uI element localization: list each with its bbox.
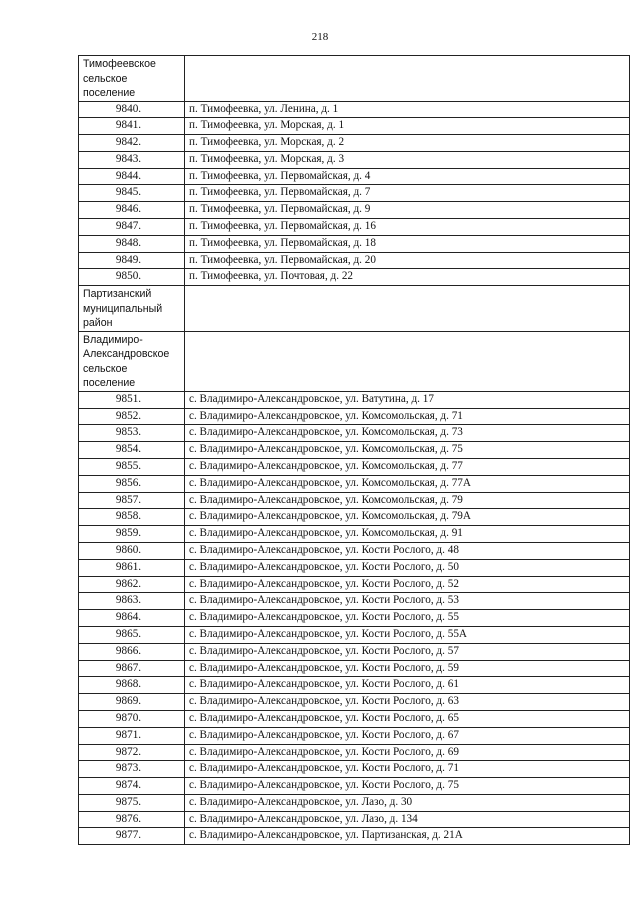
row-number: 9850. <box>79 269 185 286</box>
section-label-line: сельское <box>83 72 128 85</box>
row-number: 9868. <box>79 677 185 694</box>
table-row <box>79 391 630 408</box>
table-row <box>79 235 630 252</box>
row-number: 9848. <box>79 235 185 252</box>
table-row <box>79 593 630 610</box>
row-address: с. Владимиро-Александровское, ул. Кости Рослого, д. 75 <box>185 778 630 795</box>
row-address: с. Владимиро-Александровское, ул. Кости Рослого, д. 69 <box>185 744 630 761</box>
row-number: 9856. <box>79 475 185 492</box>
row-number: 9845. <box>79 185 185 202</box>
table-row <box>79 151 630 168</box>
row-number: 9851. <box>79 391 185 408</box>
row-address: с. Владимиро-Александровское, ул. Комсомольская, д. 77 <box>185 458 630 475</box>
table-row <box>79 509 630 526</box>
row-address: с. Владимиро-Александровское, ул. Кости Рослого, д. 55А <box>185 626 630 643</box>
table-row <box>79 269 630 286</box>
row-number: 9872. <box>79 744 185 761</box>
table-row <box>79 219 630 236</box>
row-address: с. Владимиро-Александровское, ул. Лазо, д. 30 <box>185 794 630 811</box>
row-address: п. Тимофеевка, ул. Морская, д. 1 <box>185 118 630 135</box>
row-address: п. Тимофеевка, ул. Морская, д. 3 <box>185 151 630 168</box>
section-label <box>79 331 185 391</box>
row-address: с. Владимиро-Александровское, ул. Партизанская, д. 21А <box>185 828 630 845</box>
row-number: 9841. <box>79 118 185 135</box>
row-number: 9863. <box>79 593 185 610</box>
row-address: с. Владимиро-Александровское, ул. Комсомольская, д. 77А <box>185 475 630 492</box>
row-address: с. Владимиро-Александровское, ул. Кости Рослого, д. 71 <box>185 761 630 778</box>
row-number: 9842. <box>79 135 185 152</box>
row-number: 9847. <box>79 219 185 236</box>
section-label <box>79 56 185 102</box>
section-empty-cell <box>185 286 630 332</box>
row-number: 9844. <box>79 168 185 185</box>
row-number: 9860. <box>79 542 185 559</box>
table-row <box>79 185 630 202</box>
table-row <box>79 727 630 744</box>
row-address: с. Владимиро-Александровское, ул. Кости Рослого, д. 59 <box>185 660 630 677</box>
row-number: 9854. <box>79 442 185 459</box>
section-label-line: поселение <box>83 87 136 99</box>
table-row <box>79 744 630 761</box>
section-label-line: поселение <box>83 377 136 390</box>
section-label-line: Тимофеевское <box>83 58 156 70</box>
row-number: 9874. <box>79 778 185 795</box>
row-number: 9852. <box>79 408 185 425</box>
row-number: 9876. <box>79 811 185 828</box>
row-number: 9843. <box>79 151 185 168</box>
section-label-line: муниципальный <box>83 302 163 315</box>
row-number: 9864. <box>79 610 185 627</box>
row-address: с. Владимиро-Александровское, ул. Кости Рослого, д. 63 <box>185 694 630 711</box>
row-number: 9870. <box>79 710 185 727</box>
row-number: 9840. <box>79 101 185 118</box>
row-address: с. Владимиро-Александровское, ул. Комсомольская, д. 73 <box>185 425 630 442</box>
table-row <box>79 118 630 135</box>
row-address: п. Тимофеевка, ул. Первомайская, д. 4 <box>185 168 630 185</box>
table-row <box>79 694 630 711</box>
table-row <box>79 135 630 152</box>
row-number: 9849. <box>79 252 185 269</box>
table-row <box>79 794 630 811</box>
row-address: с. Владимиро-Александровское, ул. Кости Рослого, д. 53 <box>185 593 630 610</box>
row-number: 9871. <box>79 727 185 744</box>
section-row <box>79 286 630 332</box>
row-number: 9858. <box>79 509 185 526</box>
row-address: с. Владимиро-Александровское, ул. Кости Рослого, д. 52 <box>185 576 630 593</box>
row-address: п. Тимофеевка, ул. Почтовая, д. 22 <box>185 269 630 286</box>
section-label-line: Александровское <box>83 348 170 361</box>
table-row <box>79 710 630 727</box>
row-number: 9875. <box>79 794 185 811</box>
row-number: 9846. <box>79 202 185 219</box>
row-address: с. Владимиро-Александровское, ул. Комсомольская, д. 71 <box>185 408 630 425</box>
row-number: 9853. <box>79 425 185 442</box>
table-row <box>79 576 630 593</box>
table-row <box>79 677 630 694</box>
section-label-line: сельское <box>83 362 128 375</box>
row-address: с. Владимиро-Александровское, ул. Лазо, д. 134 <box>185 811 630 828</box>
row-number: 9877. <box>79 828 185 845</box>
section-label-line: Владимиро- <box>83 333 143 346</box>
row-address: п. Тимофеевка, ул. Первомайская, д. 20 <box>185 252 630 269</box>
row-address: с. Владимиро-Александровское, ул. Комсомольская, д. 75 <box>185 442 630 459</box>
table-row <box>79 101 630 118</box>
section-label-line: Партизанский <box>83 288 152 301</box>
row-number: 9859. <box>79 526 185 543</box>
table-row <box>79 526 630 543</box>
table-row <box>79 425 630 442</box>
section-empty-cell <box>185 56 630 102</box>
row-address: с. Владимиро-Александровское, ул. Комсомольская, д. 79А <box>185 509 630 526</box>
row-address: с. Владимиро-Александровское, ул. Комсомольская, д. 79 <box>185 492 630 509</box>
table-row <box>79 252 630 269</box>
row-number: 9866. <box>79 643 185 660</box>
row-number: 9862. <box>79 576 185 593</box>
table-row <box>79 475 630 492</box>
row-address: с. Владимиро-Александровское, ул. Комсомольская, д. 91 <box>185 526 630 543</box>
section-row <box>79 331 630 391</box>
row-address: с. Владимиро-Александровское, ул. Кости Рослого, д. 67 <box>185 727 630 744</box>
row-address: с. Владимиро-Александровское, ул. Кости Рослого, д. 57 <box>185 643 630 660</box>
row-address: с. Владимиро-Александровское, ул. Ватутина, д. 17 <box>185 391 630 408</box>
row-address: с. Владимиро-Александровское, ул. Кости Рослого, д. 50 <box>185 559 630 576</box>
row-number: 9867. <box>79 660 185 677</box>
row-number: 9857. <box>79 492 185 509</box>
row-address: п. Тимофеевка, ул. Морская, д. 2 <box>185 135 630 152</box>
table-row <box>79 458 630 475</box>
table-row <box>79 559 630 576</box>
section-row <box>79 56 630 102</box>
row-address: с. Владимиро-Александровское, ул. Кости Рослого, д. 48 <box>185 542 630 559</box>
address-register-body <box>79 56 630 845</box>
section-label <box>79 286 185 332</box>
row-address: п. Тимофеевка, ул. Первомайская, д. 9 <box>185 202 630 219</box>
section-empty-cell <box>185 331 630 391</box>
section-label-line: район <box>83 317 113 330</box>
table-row <box>79 811 630 828</box>
row-address: п. Тимофеевка, ул. Первомайская, д. 18 <box>185 235 630 252</box>
row-number: 9855. <box>79 458 185 475</box>
page-number: 218 <box>311 31 329 43</box>
row-address: п. Тимофеевка, ул. Ленина, д. 1 <box>185 101 630 118</box>
table-row <box>79 542 630 559</box>
row-address: с. Владимиро-Александровское, ул. Кости Рослого, д. 55 <box>185 610 630 627</box>
table-row <box>79 610 630 627</box>
row-address: п. Тимофеевка, ул. Первомайская, д. 16 <box>185 219 630 236</box>
row-address: с. Владимиро-Александровское, ул. Кости Рослого, д. 65 <box>185 710 630 727</box>
address-register-table <box>78 55 630 845</box>
table-row <box>79 778 630 795</box>
table-row <box>79 202 630 219</box>
row-number: 9873. <box>79 761 185 778</box>
table-row <box>79 442 630 459</box>
table-row <box>79 660 630 677</box>
table-row <box>79 828 630 845</box>
table-row <box>79 492 630 509</box>
table-row <box>79 761 630 778</box>
table-row <box>79 643 630 660</box>
row-address: п. Тимофеевка, ул. Первомайская, д. 7 <box>185 185 630 202</box>
table-row <box>79 408 630 425</box>
row-address: с. Владимиро-Александровское, ул. Кости Рослого, д. 61 <box>185 677 630 694</box>
row-number: 9861. <box>79 559 185 576</box>
table-row <box>79 626 630 643</box>
table-row <box>79 168 630 185</box>
row-number: 9865. <box>79 626 185 643</box>
row-number: 9869. <box>79 694 185 711</box>
